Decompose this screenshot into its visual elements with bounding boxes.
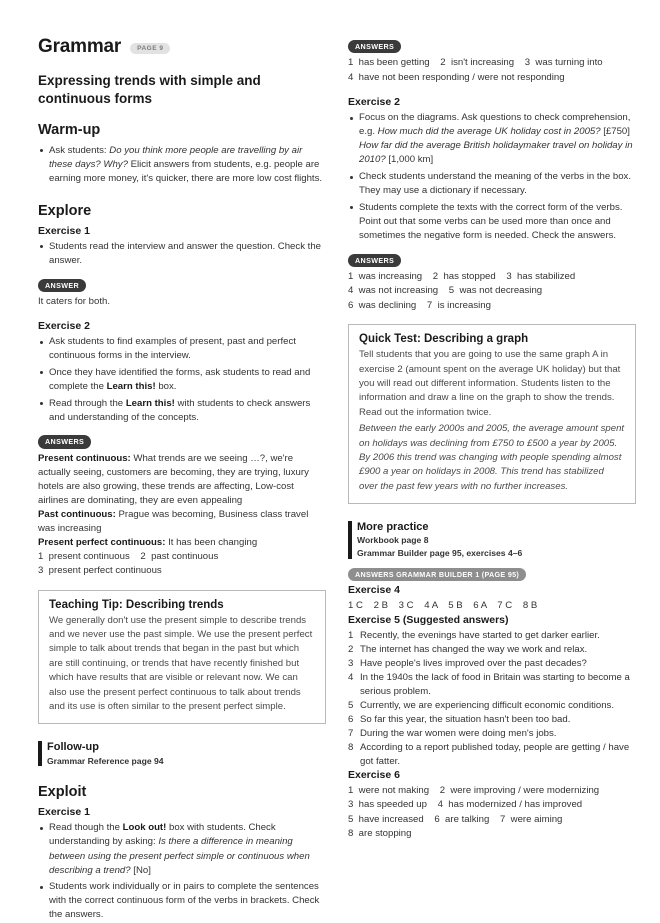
item-number: 2 (348, 643, 354, 655)
reference-line: Grammar Reference page 94 (47, 755, 164, 766)
explore-exercise-1-bullets (38, 240, 326, 268)
text-run: Focus on the diagrams. Ask questions to check comprehension, e.g. (359, 112, 631, 138)
item-text: The internet has changed the way we work and relax. (360, 643, 588, 655)
text-run: Ask students to find examples of present, past and perfect continuous forms in the interview. (49, 336, 296, 362)
item-number: 6 (348, 713, 354, 725)
bullet-item (38, 144, 326, 186)
numbered-answer-item (348, 671, 636, 699)
answers-badge-explore-2: ANSWERS (38, 435, 91, 449)
text-run: Prague was becoming, Business class travel was increasing (38, 508, 309, 534)
item-text: In the 1940s the lack of food in Britain was starting to become a serious problem. (360, 671, 630, 697)
follow-up-title: Follow-up (47, 741, 99, 754)
more-practice-title: More practice (357, 521, 429, 534)
gb-exercise-5-answers (348, 629, 636, 769)
item-number: 5 (348, 699, 354, 711)
right-column (348, 36, 636, 880)
teaching-tip-box (38, 590, 326, 725)
reference-line: Grammar Builder page 95, exercises 4–6 (357, 548, 523, 559)
answer-row: 3 present perfect continuous (38, 565, 162, 577)
exploit-exercise-2-answers (348, 270, 636, 313)
exploit-exercise-2-heading: Exercise 2 (348, 96, 400, 109)
quick-test-box (348, 324, 636, 504)
text-run: [1,000 km] (385, 154, 434, 166)
bullet-item (38, 397, 326, 425)
answer-line (38, 452, 326, 508)
text-run: Check students understand the meaning of the verbs in the box. They may use a dictionary if necessary. (359, 171, 631, 197)
warmup-bullet-list (38, 144, 326, 186)
answer-row: 5 have increased 6 are talking 7 were aiming (348, 813, 563, 825)
grammar-builder-answers-badge: ANSWERS GRAMMAR BUILDER 1 (PAGE 95) (348, 568, 526, 582)
item-number: 8 (348, 741, 354, 753)
item-text: During the war women were doing men's jobs. (360, 727, 557, 739)
bullet-item (38, 335, 326, 363)
explore-exercise-2-heading: Exercise 2 (38, 320, 90, 333)
exploit-exercise-1-heading: Exercise 1 (38, 806, 90, 819)
numbered-answer-item (348, 643, 636, 657)
answer-row: 8 are stopping (348, 828, 412, 840)
teaching-tip-body: We generally don't use the present simple to describe trends and we never use the past simple. We use the present perfect simple to talk about trends that began in the past but which are still continuing, or trends that have recently finished but which have results that are visible or relevant now. We can also use the present perfect continuous to talk about trends and its use is often similar to the present perfect simple. (49, 614, 313, 712)
explore-exercise-2-numbered (38, 550, 326, 579)
gb-exercise-6-heading: Exercise 6 (348, 768, 400, 781)
numbered-answer-item (348, 713, 636, 727)
more-practice-block (348, 520, 636, 560)
text-run: with students to check answers and understanding of the concepts. (49, 397, 311, 423)
answer-row: 1 present continuous 2 past continuous (38, 550, 219, 562)
left-column (38, 36, 326, 921)
numbered-answer-item (348, 741, 636, 769)
item-number: 3 (348, 657, 354, 669)
explore-exercise-2-answers (38, 452, 326, 550)
text-run: What trends are we seeing …?, we're actually seeing, customers are becoming, they are trying, luxury hotels are also growing, these trends are affecting, Low-cost airlines are dominating, they are even appealing (38, 452, 309, 506)
text-run: How far did the average British holidaymaker travel on holiday in 2010? (359, 140, 633, 166)
text-run: Students read the interview and answer the question. Check the answer. (49, 240, 321, 266)
explore-exercise-1-heading: Exercise 1 (38, 224, 90, 237)
answer-line (38, 508, 326, 536)
quick-test-script: Between the early 2000s and 2005, the average amount spent on holidays was declining from £750 to £500 a year by 2005. By 2006 this trend was changing with people spending almost £900 a year on holidays in 2008. This trend has stabilized over the past few years with no further increases. (359, 423, 625, 492)
text-run: Present perfect continuous: (38, 536, 166, 548)
answer-row: 6 was declining 7 is increasing (348, 299, 491, 311)
gb-exercise-5-heading: Exercise 5 (Suggested answers) (348, 613, 509, 626)
gb-exercise-4-answers: 1 C 2 B 3 C 4 A 5 B 6 A 7 C 8 B (348, 600, 538, 612)
answer-line (38, 536, 326, 550)
item-text: Currently, we are experiencing difficult economic conditions. (360, 699, 615, 711)
text-run: Elicit answers from students, e.g. people are earning more money, it's quicker, there are more low cost flights. (49, 158, 323, 184)
text-run: It has been changing (165, 536, 258, 548)
item-number: 7 (348, 727, 354, 739)
text-run: Learn this! (106, 380, 156, 392)
section-heading-warmup: Warm-up (38, 121, 101, 138)
follow-up-lines (47, 755, 326, 768)
unit-subtitle: Expressing trends with simple and continuous forms (38, 73, 261, 106)
bullet-item (38, 240, 326, 268)
answers-badge-exploit-1: ANSWERS (348, 40, 401, 54)
text-run: Once they have identified the forms, ask students to read and complete the (49, 366, 311, 392)
text-run: box with students. Check understanding by asking: (49, 822, 276, 848)
numbered-answer-item (348, 629, 636, 643)
answer-row: 1 has been getting 2 isn't increasing 3 was turning into (348, 57, 603, 69)
section-heading-explore: Explore (38, 202, 92, 219)
answers-badge-exploit-2: ANSWERS (348, 254, 401, 268)
teaching-tip-title: Teaching Tip: Describing trends (49, 598, 224, 611)
numbered-answer-item (348, 657, 636, 671)
page-number-badge: PAGE 9 (130, 43, 170, 54)
answer-badge: ANSWER (38, 279, 86, 293)
answer-row: 1 was increasing 2 has stopped 3 has stabilized (348, 271, 576, 283)
numbered-answer-item (348, 727, 636, 741)
more-practice-lines (357, 534, 636, 559)
page-title-text: Grammar (38, 36, 122, 57)
item-number: 4 (348, 671, 354, 683)
text-run: Past continuous: (38, 508, 116, 520)
follow-up-block (38, 740, 326, 767)
explore-exercise-2-bullets (38, 335, 326, 425)
quick-test-title: Quick Test: Describing a graph (359, 333, 529, 346)
section-heading-exploit: Exploit (38, 784, 87, 801)
text-run: [No] (130, 864, 151, 876)
reference-line: Workbook page 8 (357, 535, 429, 546)
text-run: How much did the average UK holiday cost in 2005? (377, 126, 601, 138)
answer-row: 4 was not increasing 5 was not decreasing (348, 285, 543, 297)
text-run: [£750] (600, 126, 630, 138)
bullet-item (348, 201, 636, 243)
text-run: Students work individually or in pairs to complete the sentences with the correct continuous form of the verbs in brackets. Check the answers. (49, 881, 320, 921)
exploit-exercise-1-answers (348, 56, 636, 85)
gb-exercise-6-answers (348, 784, 636, 842)
item-text: Have people's lives improved over the past decades? (360, 657, 587, 669)
text-run: Look out! (122, 822, 167, 834)
answer-row: 1 were not making 2 were improving / were modernizing (348, 784, 600, 796)
bullet-item (348, 111, 636, 167)
gb-exercise-4-heading: Exercise 4 (348, 584, 400, 597)
item-text: Recently, the evenings have started to get darker earlier. (360, 629, 600, 641)
bullet-item (348, 170, 636, 198)
text-run: Learn this! (125, 397, 175, 409)
text-run: Do you think more people are travelling by air these days? Why? (49, 144, 303, 170)
item-number: 1 (348, 629, 354, 641)
page-title (38, 36, 326, 58)
item-text: So far this year, the situation hasn't been too bad. (360, 713, 571, 725)
text-run: Ask students: (49, 144, 110, 156)
explore-exercise-1-answer: It caters for both. (38, 296, 110, 308)
answer-row: 4 have not been responding / were not responding (348, 71, 565, 83)
quick-test-body: Tell students that you are going to use the same graph A in exercise 2 (amount spent on the average UK holiday) but that you will read out different information. Students listen to the information and draw a line on the graph to show the trends. Read out the information twice. (359, 349, 621, 418)
text-run: Is there a difference in meaning between using the present perfect simple or continuous when describing a trend? (49, 836, 310, 876)
two-column-layout (38, 36, 633, 921)
exploit-exercise-2-bullets (348, 111, 636, 243)
bullet-item (38, 821, 326, 877)
answer-row: 3 has speeded up 4 has modernized / has improved (348, 799, 583, 811)
text-run: Present continuous: (38, 452, 131, 464)
item-text: According to a report published today, people are getting / have got fatter. (360, 741, 630, 767)
text-run: Read through the (49, 397, 126, 409)
text-run: Students complete the texts with the correct form of the verbs. Point out that some verbs can be used more than once and sometimes the negative form is needed. Check the answers. (359, 201, 623, 241)
text-run: box. (155, 380, 177, 392)
bullet-item (38, 366, 326, 394)
text-run: Read though the (49, 822, 123, 834)
bullet-item (38, 880, 326, 922)
exploit-exercise-1-bullets (38, 821, 326, 922)
numbered-answer-item (348, 699, 636, 713)
